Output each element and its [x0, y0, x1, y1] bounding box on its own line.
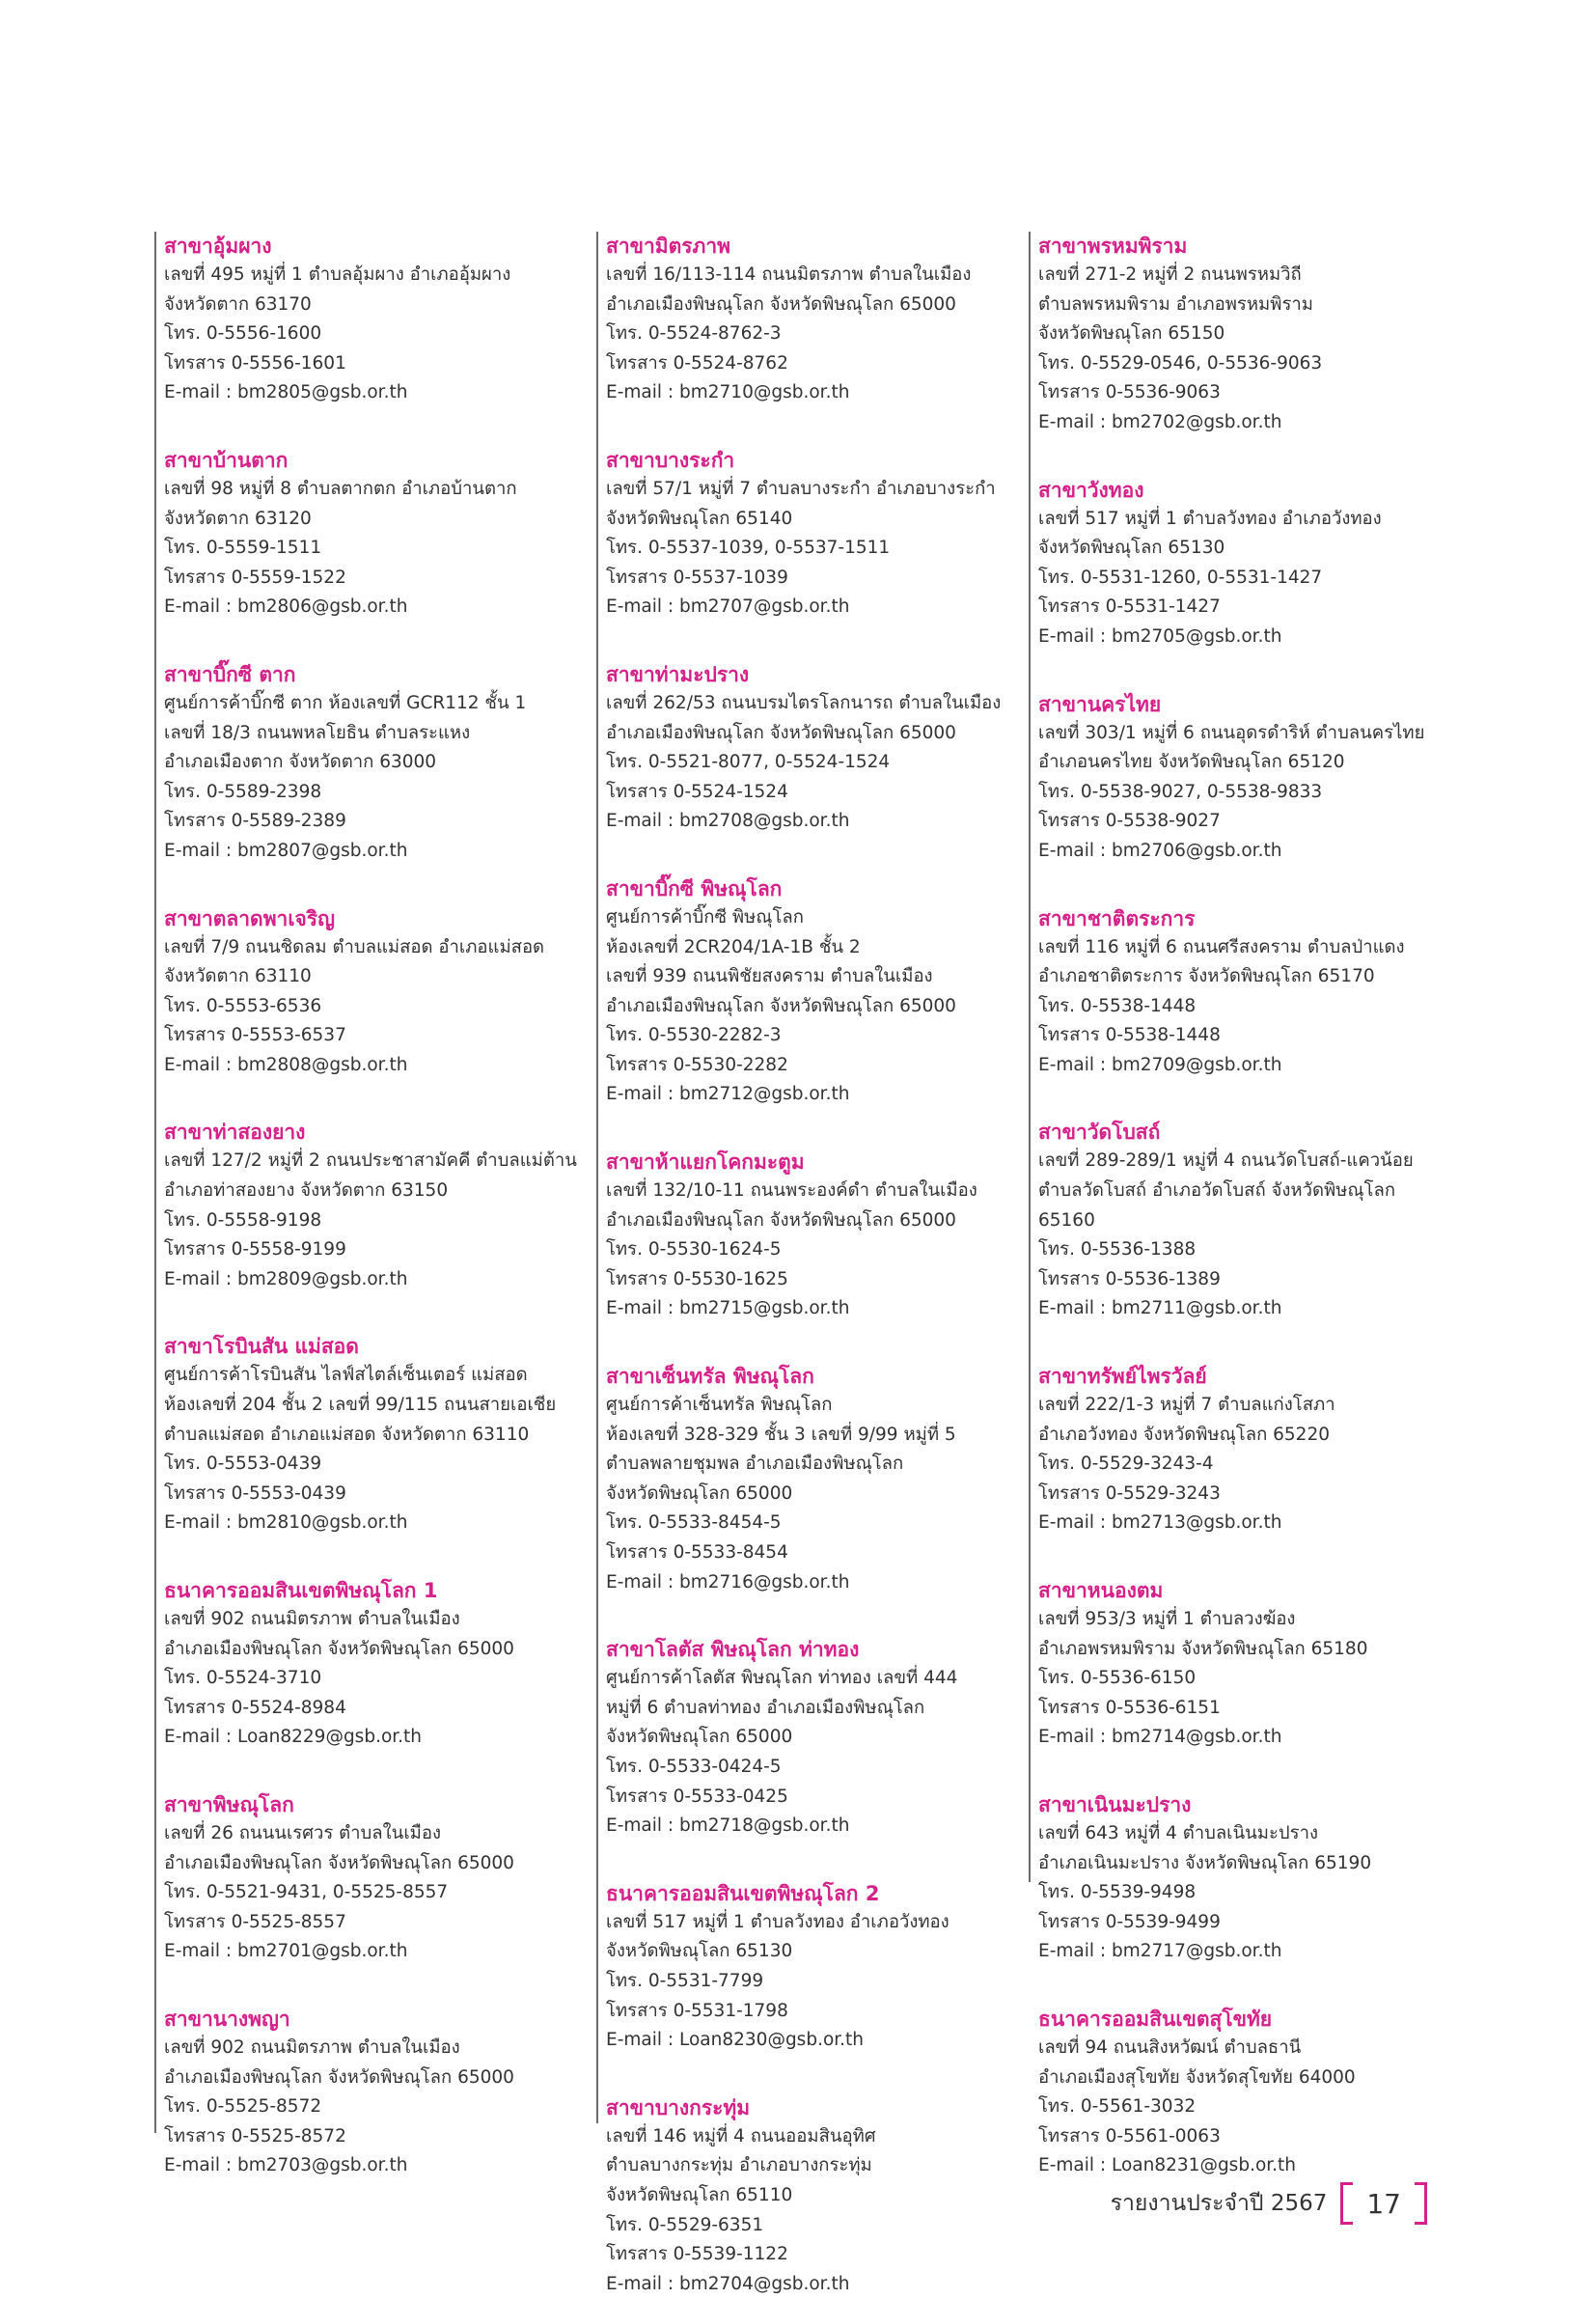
branch-detail-line: โทรสาร 0-5536-1389 [1038, 1268, 1221, 1289]
branch-detail-line: โทร. 0-5530-1624-5 [606, 1239, 782, 1260]
branch-detail-line: ตำบลพรหมพิราม อำเภอพรหมพิราม [1038, 293, 1313, 315]
branch-email: E-mail : bm2806@gsb.or.th [164, 596, 408, 618]
branch-email: E-mail : bm2716@gsb.or.th [606, 1571, 850, 1593]
branch-detail-line: โทร. 0-5538-1448 [1038, 995, 1197, 1016]
branch-email: E-mail : bm2710@gsb.or.th [606, 382, 850, 403]
branch-detail-line: ศูนย์การค้าโรบินสัน ไลฟ์สไตล์เซ็นเตอร์ แม่สอด [164, 1365, 528, 1386]
branch-detail-line: อำเภอพรหมพิราม จังหวัดพิษณุโลก 65180 [1038, 1638, 1368, 1659]
branch-name: สาขานครไทย [1038, 692, 1162, 716]
branch-email: E-mail : Loan8231@gsb.or.th [1038, 2155, 1297, 2176]
branch-email: E-mail : bm2717@gsb.or.th [1038, 1941, 1282, 1962]
branch-name: สาขาวังทอง [1038, 478, 1144, 502]
branch-detail-line: โทร. 0-5558-9198 [164, 1209, 322, 1231]
branch-detail-line: ศูนย์การค้าเซ็นทรัล พิษณุโลก [606, 1395, 833, 1416]
branch-email: E-mail : bm2708@gsb.or.th [606, 811, 850, 832]
branch-detail-line: อำเภอเมืองพิษณุโลก จังหวัดพิษณุโลก 65000 [606, 293, 956, 315]
branch-name: สาขาบางระกำ [606, 448, 735, 472]
branch-detail-line: โทร. 0-5525-8572 [164, 2096, 322, 2118]
branch-name: สาขาพิษณุโลก [164, 1792, 294, 1816]
branch-name: สาขาตลาดพาเจริญ [164, 906, 335, 930]
branch-block [606, 660, 1011, 837]
branch-detail-line: เลขที่ 262/53 ถนนบรมไตรโลกนารถ ตำบลในเมือง [606, 692, 1002, 713]
branch-column-3 [1029, 232, 1444, 2176]
branch-email: E-mail : bm2805@gsb.or.th [164, 382, 408, 403]
branch-detail-line: เลขที่ 902 ถนนมิตรภาพ ตำบลในเมือง [164, 1609, 460, 1629]
branch-name: สาขาบิ๊กซี ตาก [164, 662, 296, 686]
branch-name: สาขาเซ็นทรัล พิษณุโลก [606, 1365, 814, 1389]
branch-detail-line: เลขที่ 18/3 ถนนพหลโยธิน ตำบลระแหง [164, 722, 471, 743]
bracket-left-icon [1340, 2182, 1353, 2225]
branch-block [164, 904, 569, 1081]
branch-detail-line: เลขที่ 271-2 หมู่ที่ 2 ถนนพรหมวิถี [1038, 264, 1302, 285]
branch-name: สาขาหนองตม [1038, 1579, 1164, 1602]
branch-detail-line: เลขที่ 57/1 หมู่ที่ 7 ตำบลบางระกำ อำเภอบางระกำ [606, 478, 996, 499]
branch-name: ธนาคารออมสินเขตพิษณุโลก 2 [606, 1881, 880, 1905]
branch-detail-line: โทรสาร 0-5533-0425 [606, 1786, 788, 1807]
branch-detail-line: โทรสาร 0-5524-8984 [164, 1697, 346, 1718]
branch-detail-line: โทรสาร 0-5561-0063 [1038, 2125, 1221, 2147]
branch-detail-line: อำเภอท่าสองยาง จังหวัดตาก 63150 [164, 1180, 449, 1202]
branch-email: E-mail : bm2709@gsb.or.th [1038, 1054, 1282, 1075]
branch-email: E-mail : bm2713@gsb.or.th [1038, 1512, 1282, 1534]
branch-detail-line: อำเภอเมืองตาก จังหวัดตาก 63000 [164, 752, 437, 773]
branch-detail-line: จังหวัดพิษณุโลก 65150 [1038, 323, 1225, 345]
branch-name: สาขาท่ามะปราง [606, 662, 750, 686]
branch-detail-line: โทรสาร 0-5524-1524 [606, 781, 788, 802]
branch-detail-line: โทร. 0-5521-8077, 0-5524-1524 [606, 752, 891, 773]
branch-column-1 [154, 232, 577, 2176]
branch-detail-line: โทร. 0-5556-1600 [164, 323, 322, 345]
branch-detail-line: โทร. 0-5539-9498 [1038, 1882, 1197, 1903]
branch-block [164, 232, 569, 408]
branch-detail-line: ตำบลแม่สอด อำเภอแม่สอด จังหวัดตาก 63110 [164, 1424, 530, 1445]
branch-name: สาขาโลตัส พิษณุโลก ท่าทอง [606, 1638, 860, 1662]
branch-detail-line: เลขที่ 94 ถนนสิงหวัฒน์ ตำบลธานี [1038, 2036, 1302, 2058]
branch-detail-line: จังหวัดตาก 63170 [164, 293, 312, 315]
page-footer [1111, 2183, 1427, 2224]
branch-email: E-mail : bm2702@gsb.or.th [1038, 411, 1282, 432]
branch-name: สาขาพรหมพิราม [1038, 235, 1188, 258]
branch-detail-line: จังหวัดพิษณุโลก 65130 [1038, 538, 1225, 559]
branch-detail-line: เลขที่ 146 หมู่ที่ 4 ถนนออมสินอุทิศ [606, 2125, 876, 2147]
branch-email: E-mail : bm2703@gsb.or.th [164, 2155, 408, 2176]
branch-detail-line: เลขที่ 902 ถนนมิตรภาพ ตำบลในเมือง [164, 2036, 460, 2058]
branch-detail-line: โทรสาร 0-5524-8762 [606, 352, 788, 374]
branch-detail-line: โทร. 0-5529-3243-4 [1038, 1454, 1214, 1475]
branch-detail-line: โทร. 0-5524-3710 [164, 1668, 322, 1689]
branch-column-2 [596, 232, 1011, 2294]
branch-block [164, 446, 569, 623]
branch-detail-line: โทร. 0-5533-0424-5 [606, 1756, 782, 1777]
branch-detail-line: อำเภอนครไทย จังหวัดพิษณุโลก 65120 [1038, 752, 1345, 773]
branch-name: สาขาชาติตระการ [1038, 906, 1196, 930]
branch-detail-line: จังหวัดพิษณุโลก 65130 [606, 1941, 793, 1962]
branch-detail-line: โทรสาร 0-5539-9499 [1038, 1911, 1221, 1932]
branch-email: E-mail : bm2807@gsb.or.th [164, 840, 408, 861]
branch-detail-line: โทร. 0-5521-9431, 0-5525-8557 [164, 1882, 449, 1903]
branch-detail-line: อำเภอเมืองพิษณุโลก จังหวัดพิษณุโลก 65000 [164, 1638, 514, 1659]
branch-name: ธนาคารออมสินเขตสุโขทัย [1038, 2007, 1273, 2031]
branch-block [1038, 1362, 1444, 1538]
branch-block [164, 660, 569, 867]
branch-detail-line: เลขที่ 495 หมู่ที่ 1 ตำบลอุ้มผาง อำเภออุ้มผาง [164, 264, 511, 285]
branch-detail-line: โทรสาร 0-5539-1122 [606, 2244, 788, 2265]
branch-email: E-mail : bm2715@gsb.or.th [606, 1298, 850, 1319]
branch-detail-line: ห้องเลขที่ 204 ชั้น 2 เลขที่ 99/115 ถนนสายเอเชีย [164, 1395, 557, 1416]
branch-detail-line: โทรสาร 0-5553-6537 [164, 1025, 346, 1046]
branch-email: E-mail : bm2718@gsb.or.th [606, 1815, 850, 1837]
branch-detail-line: โทร. 0-5536-1388 [1038, 1239, 1197, 1260]
branch-detail-line: โทร. 0-5537-1039, 0-5537-1511 [606, 538, 891, 559]
branch-email: E-mail : bm2810@gsb.or.th [164, 1512, 408, 1534]
branch-detail-line: เลขที่ 517 หมู่ที่ 1 ตำบลวังทอง อำเภอวังทอง [606, 1911, 949, 1932]
branch-detail-line: เลขที่ 517 หมู่ที่ 1 ตำบลวังทอง อำเภอวังทอง [1038, 508, 1382, 529]
branch-detail-line: ศูนย์การค้าบิ๊กซี พิษณุโลก [606, 906, 804, 928]
branch-detail-line: โทร. 0-5529-0546, 0-5536-9063 [1038, 352, 1323, 374]
branch-email: E-mail : bm2704@gsb.or.th [606, 2273, 850, 2294]
branch-detail-line: จังหวัดพิษณุโลก 65110 [606, 2184, 793, 2205]
branch-name: สาขาบิ๊กซี พิษณุโลก [606, 876, 783, 900]
branch-email: E-mail : bm2701@gsb.or.th [164, 1941, 408, 1962]
branch-detail-line: อำเภอชาติตระการ จังหวัดพิษณุโลก 65170 [1038, 966, 1375, 987]
branch-email: E-mail : bm2706@gsb.or.th [1038, 840, 1282, 861]
branch-detail-line: จังหวัดพิษณุโลก 65000 [606, 1482, 793, 1504]
branch-detail-line: ห้องเลขที่ 2CR204/1A-1B ชั้น 2 [606, 936, 861, 957]
branch-detail-line: อำเภอเมืองพิษณุโลก จังหวัดพิษณุโลก 65000 [606, 722, 956, 743]
branch-block [1038, 904, 1444, 1081]
branch-detail-line: ตำบลบางกระทุ่ม อำเภอบางกระทุ่ม [606, 2155, 872, 2176]
branch-block [1038, 1576, 1444, 1753]
branch-detail-line: ตำบลพลายชุมพล อำเภอเมืองพิษณุโลก [606, 1454, 904, 1475]
branch-email: E-mail : bm2714@gsb.or.th [1038, 1727, 1282, 1748]
branch-detail-line: อำเภอวังทอง จังหวัดพิษณุโลก 65220 [1038, 1424, 1330, 1445]
branch-detail-line: อำเภอเมืองพิษณุโลก จังหวัดพิษณุโลก 65000 [164, 2066, 514, 2088]
branch-detail-line: โทร. 0-5531-1260, 0-5531-1427 [1038, 567, 1323, 588]
branch-block [1038, 690, 1444, 867]
branch-block [164, 2005, 569, 2181]
branch-block [1038, 1118, 1444, 1324]
branch-detail-line: โทร. 0-5530-2282-3 [606, 1025, 782, 1046]
branch-block [606, 1362, 1011, 1597]
branch-detail-line: โทรสาร 0-5536-9063 [1038, 382, 1221, 403]
branch-email: E-mail : Loan8229@gsb.or.th [164, 1727, 423, 1748]
branch-detail-line: ห้องเลขที่ 328-329 ชั้น 3 เลขที่ 9/99 หมู่ที่ 5 [606, 1424, 956, 1445]
branch-detail-line: โทรสาร 0-5559-1522 [164, 567, 346, 588]
branch-block [606, 1879, 1011, 2056]
branch-detail-line: อำเภอเนินมะปราง จังหวัดพิษณุโลก 65190 [1038, 1852, 1372, 1873]
branch-detail-line: ศูนย์การค้าบิ๊กซี ตาก ห้องเลขที่ GCR112 ชั้น 1 [164, 692, 527, 713]
branch-email: E-mail : bm2705@gsb.or.th [1038, 625, 1282, 647]
branch-name: สาขาทรัพย์ไพรวัลย์ [1038, 1365, 1207, 1389]
branch-detail-line: โทร. 0-5589-2398 [164, 781, 322, 802]
branch-detail-line: โทร. 0-5561-3032 [1038, 2096, 1197, 2118]
branch-detail-line: เลขที่ 127/2 หมู่ที่ 2 ถนนประชาสามัคคี ตำบลแม่ต้าน [164, 1150, 577, 1172]
branch-detail-line: เลขที่ 222/1-3 หมู่ที่ 7 ตำบลแก่งโสภา [1038, 1395, 1335, 1416]
branch-detail-line: โทร. 0-5531-7799 [606, 1970, 764, 1991]
branch-detail-line: โทร. 0-5529-6351 [606, 2214, 764, 2235]
branch-detail-line: หมู่ที่ 6 ตำบลท่าทอง อำเภอเมืองพิษณุโลก [606, 1697, 925, 1718]
report-title: รายงานประจำปี 2567 [1110, 2191, 1328, 2216]
branch-detail-line: โทร. 0-5536-6150 [1038, 1668, 1197, 1689]
branch-name: สาขาโรบินสัน แม่สอด [164, 1335, 359, 1359]
branch-email: E-mail : bm2808@gsb.or.th [164, 1054, 408, 1075]
branch-detail-line: โทรสาร 0-5530-1625 [606, 1268, 788, 1289]
branch-detail-line: เลขที่ 26 ถนนนเรศวร ตำบลในเมือง [164, 1822, 441, 1843]
branch-detail-line: จังหวัดพิษณุโลก 65140 [606, 508, 793, 529]
bracket-right-icon [1415, 2182, 1427, 2225]
branch-name: สาขาอุ้มผาง [164, 235, 272, 258]
branch-detail-line: โทรสาร 0-5553-0439 [164, 1482, 346, 1504]
branch-detail-line: เลขที่ 939 ถนนพิชัยสงคราม ตำบลในเมือง [606, 966, 933, 987]
branch-block [606, 874, 1011, 1110]
branch-email: E-mail : bm2712@gsb.or.th [606, 1084, 850, 1105]
branch-block [164, 1576, 569, 1753]
branch-name: สาขานางพญา [164, 2007, 290, 2031]
branch-detail-line: โทรสาร 0-5589-2389 [164, 811, 346, 832]
branch-detail-line: โทรสาร 0-5531-1427 [1038, 596, 1221, 618]
branch-detail-line: อำเภอเมืองพิษณุโลก จังหวัดพิษณุโลก 65000 [164, 1852, 514, 1873]
branch-detail-line: อำเภอเมืองพิษณุโลก จังหวัดพิษณุโลก 65000 [606, 1209, 956, 1231]
branch-block [1038, 2005, 1444, 2181]
branch-detail-line: โทร. 0-5538-9027, 0-5538-9833 [1038, 781, 1323, 802]
branch-detail-line: เลขที่ 98 หมู่ที่ 8 ตำบลตากตก อำเภอบ้านตาก [164, 478, 517, 499]
branch-block [606, 2093, 1011, 2299]
branch-block [606, 232, 1011, 408]
branch-detail-line: โทรสาร 0-5556-1601 [164, 352, 346, 374]
branch-name: สาขามิตรภาพ [606, 235, 730, 258]
branch-email: E-mail : bm2711@gsb.or.th [1038, 1298, 1282, 1319]
branch-name: สาขาบางกระทุ่ม [606, 2095, 751, 2119]
branch-detail-line: เลขที่ 953/3 หมู่ที่ 1 ตำบลวงฆ้อง [1038, 1609, 1296, 1629]
branch-detail-line: เลขที่ 303/1 หมู่ที่ 6 ถนนอุดรดำริห์ ตำบลนครไทย [1038, 722, 1425, 743]
branch-detail-line: โทร. 0-5533-8454-5 [606, 1512, 782, 1534]
branch-name: สาขาห้าแยกโคกมะตูม [606, 1150, 805, 1175]
branch-detail-line: เลขที่ 132/10-11 ถนนพระองค์ดำ ตำบลในเมือง [606, 1180, 977, 1202]
branch-detail-line: โทร. 0-5553-0439 [164, 1454, 322, 1475]
branch-detail-line: ศูนย์การค้าโลตัส พิษณุโลก ท่าทอง เลขที่ 444 [606, 1668, 958, 1689]
branch-name: ธนาคารออมสินเขตพิษณุโลก 1 [164, 1579, 438, 1602]
branch-detail-line: เลขที่ 289-289/1 หมู่ที่ 4 ถนนวัดโบสถ์-แควน้อย [1038, 1150, 1414, 1172]
branch-detail-line: เลขที่ 643 หมู่ที่ 4 ตำบลเนินมะปราง [1038, 1822, 1319, 1843]
branch-detail-line: โทรสาร 0-5537-1039 [606, 567, 788, 588]
branch-detail-line: ตำบลวัดโบสถ์ อำเภอวัดโบสถ์ จังหวัดพิษณุโลก [1038, 1180, 1396, 1202]
branch-detail-line: อำเภอเมืองพิษณุโลก จังหวัดพิษณุโลก 65000 [606, 995, 956, 1016]
branch-detail-line: โทรสาร 0-5533-8454 [606, 1542, 788, 1563]
branch-block [606, 446, 1011, 623]
branch-detail-line: โทรสาร 0-5558-9199 [164, 1239, 346, 1260]
branch-detail-line: โทรสาร 0-5531-1798 [606, 2000, 788, 2021]
branch-email: E-mail : Loan8230@gsb.or.th [606, 2030, 865, 2051]
branch-block [164, 1790, 569, 1967]
branch-email: E-mail : bm2809@gsb.or.th [164, 1268, 408, 1289]
branch-block [606, 1635, 1011, 1842]
branch-detail-line: โทรสาร 0-5530-2282 [606, 1054, 788, 1075]
branch-block [164, 1332, 569, 1538]
branch-detail-line: เลขที่ 7/9 ถนนชิดลม ตำบลแม่สอด อำเภอแม่สอด [164, 936, 545, 957]
branch-detail-line: โทรสาร 0-5525-8572 [164, 2125, 346, 2147]
branch-detail-line: จังหวัดพิษณุโลก 65000 [606, 1727, 793, 1748]
branch-block [1038, 476, 1444, 652]
branch-block [1038, 232, 1444, 438]
branch-block [164, 1118, 577, 1294]
branch-detail-line: โทร. 0-5559-1511 [164, 538, 322, 559]
branch-detail-line: โทรสาร 0-5536-6151 [1038, 1697, 1221, 1718]
branch-block [1038, 1790, 1444, 1967]
branch-detail-line: เลขที่ 16/113-114 ถนนมิตรภาพ ตำบลในเมือง [606, 264, 972, 285]
branch-detail-line: 65160 [1038, 1209, 1095, 1231]
branch-detail-line: โทร. 0-5524-8762-3 [606, 323, 782, 345]
page-number: 17 [1366, 2187, 1401, 2220]
branch-detail-line: เลขที่ 116 หมู่ที่ 6 ถนนศรีสงคราม ตำบลป่าแดง [1038, 936, 1405, 957]
branch-detail-line: จังหวัดตาก 63120 [164, 508, 312, 529]
branch-name: สาขาเนินมะปราง [1038, 1792, 1192, 1816]
branch-email: E-mail : bm2707@gsb.or.th [606, 596, 850, 618]
branch-detail-line: โทรสาร 0-5529-3243 [1038, 1482, 1221, 1504]
branch-detail-line: อำเภอเมืองสุโขทัย จังหวัดสุโขทัย 64000 [1038, 2066, 1356, 2088]
branch-block [606, 1148, 1011, 1324]
branch-detail-line: โทรสาร 0-5538-1448 [1038, 1025, 1221, 1046]
branch-name: สาขาบ้านตาก [164, 448, 289, 472]
branch-detail-line: โทรสาร 0-5525-8557 [164, 1911, 346, 1932]
branch-detail-line: จังหวัดตาก 63110 [164, 966, 312, 987]
branch-name: สาขาวัดโบสถ์ [1038, 1121, 1161, 1145]
branch-detail-line: โทรสาร 0-5538-9027 [1038, 811, 1221, 832]
branch-name: สาขาท่าสองยาง [164, 1121, 306, 1145]
branch-detail-line: โทร. 0-5553-6536 [164, 995, 322, 1016]
